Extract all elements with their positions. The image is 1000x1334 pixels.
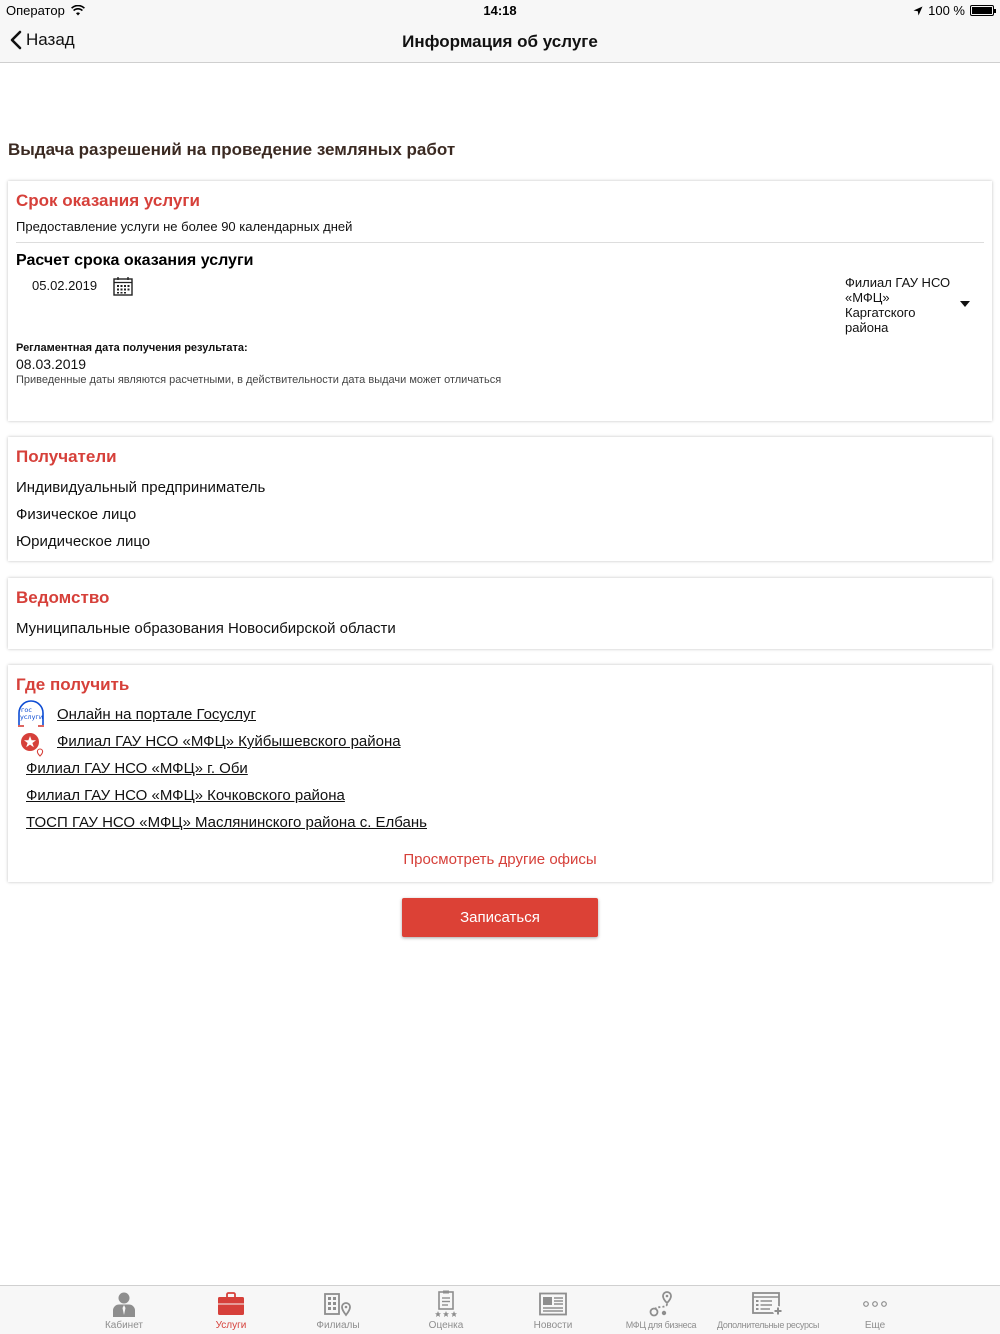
status-time: 14:18 (483, 3, 517, 18)
department-title: Ведомство (16, 588, 110, 607)
dates-note: Приведенные даты являются расчетными, в действительности дата выдачи может отличаться (16, 374, 502, 386)
tab-more[interactable] (821, 1286, 929, 1334)
more-offices-link[interactable]: Просмотреть другие офисы (403, 851, 597, 868)
term-card (8, 181, 992, 421)
office-link[interactable]: Филиал ГАУ НСО «МФЦ» Кочковского района (26, 787, 345, 804)
status-right (913, 3, 994, 18)
result-date-label: Регламентная дата получения результата: (16, 342, 248, 354)
more-dots-icon (862, 1300, 888, 1308)
where-card (8, 665, 992, 882)
branch-line: «МФЦ» (845, 290, 890, 305)
battery-percent: 100 % (928, 3, 965, 18)
tab-news[interactable] (499, 1286, 607, 1334)
building-pin-icon (323, 1291, 353, 1317)
result-date: 08.03.2019 (16, 356, 87, 372)
back-label: Назад (26, 30, 75, 49)
recipients-card (8, 437, 992, 561)
status-bar (0, 0, 1000, 22)
recipient-item: Индивидуальный предприниматель (16, 479, 266, 496)
gosuslugi-link[interactable]: Онлайн на портале Госуслуг (57, 706, 256, 723)
carrier-name: Оператор (6, 3, 65, 18)
office-link[interactable]: ТОСП ГАУ НСО «МФЦ» Маслянинского района с. Елбань (26, 814, 427, 831)
route-icon (647, 1291, 675, 1317)
location-arrow-icon (913, 6, 923, 16)
department-card (8, 578, 992, 649)
office-link[interactable]: Филиал ГАУ НСО «МФЦ» г. Оби (26, 760, 248, 777)
term-title: Срок оказания услуги (16, 191, 200, 210)
service-title: Выдача разрешений на проведение земляных работ (8, 140, 456, 159)
recipients-title: Получатели (16, 447, 117, 466)
divider (16, 242, 984, 243)
tab-branches[interactable] (284, 1286, 392, 1334)
person-icon (111, 1291, 137, 1317)
start-date[interactable]: 05.02.2019 (32, 278, 98, 293)
calendar-icon[interactable] (113, 276, 133, 296)
tab-label: Кабинет (104, 1320, 144, 1331)
gos-logo-text: услуги (20, 713, 44, 721)
recipient-item: Юридическое лицо (16, 533, 151, 550)
newspaper-icon (538, 1292, 568, 1316)
battery-icon (970, 5, 994, 16)
calc-title: Расчет срока оказания услуги (16, 252, 254, 269)
tab-services[interactable] (177, 1286, 285, 1334)
tab-label: Дополнительные ресурсы (716, 1320, 820, 1330)
tab-label: Еще (864, 1320, 886, 1331)
recipient-item: Физическое лицо (16, 506, 137, 523)
navigation-bar (0, 22, 1000, 63)
list-plus-icon (752, 1291, 784, 1317)
tab-bar (0, 1285, 1000, 1334)
branch-line: Филиал ГАУ НСО (845, 275, 951, 290)
branch-select[interactable] (845, 275, 965, 335)
department-value: Муниципальные образования Новосибирской области (16, 620, 396, 637)
battery-level (972, 7, 992, 14)
nav-title: Информация об услуге (402, 32, 598, 51)
signup-button[interactable]: Записаться (402, 898, 598, 937)
tab-rating[interactable] (392, 1286, 500, 1334)
dropdown-arrow-icon[interactable] (960, 301, 970, 307)
tab-business[interactable] (607, 1286, 715, 1334)
tab-label: Оценка (428, 1320, 464, 1331)
clipboard-stars-icon (431, 1290, 461, 1318)
branch-line: Каргатского (845, 305, 916, 320)
briefcase-icon (217, 1292, 245, 1316)
tab-label: Филиалы (316, 1320, 360, 1331)
tab-cabinet[interactable] (70, 1286, 178, 1334)
tab-label: МФЦ для бизнеса (625, 1320, 697, 1330)
where-title: Где получить (16, 675, 130, 694)
branch-line: района (845, 320, 889, 335)
gos-logo-text: гос (21, 706, 32, 714)
tab-resources[interactable] (714, 1286, 822, 1334)
tab-label: Услуги (215, 1320, 247, 1331)
term-description: Предоставление услуги не более 90 календарных дней (16, 219, 353, 234)
mfc-location-icon (19, 731, 45, 757)
gosuslugi-logo-icon (15, 699, 47, 729)
tab-label: Новости (533, 1320, 573, 1331)
office-link[interactable]: Филиал ГАУ НСО «МФЦ» Куйбышевского района (57, 733, 401, 750)
